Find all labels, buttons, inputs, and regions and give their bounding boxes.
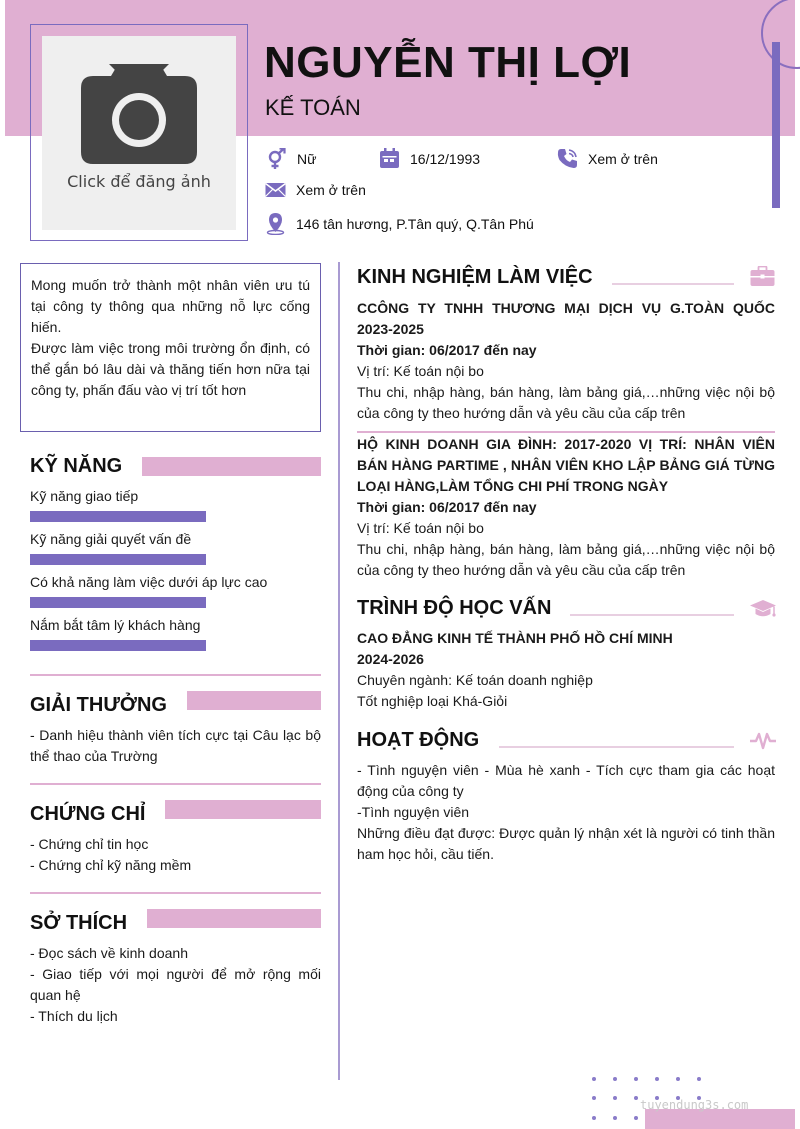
birthday-info bbox=[379, 148, 480, 169]
section-divider bbox=[30, 674, 321, 676]
school-name: CAO ĐẲNG KINH TẾ THÀNH PHỐ HỒ CHÍ MINH bbox=[357, 630, 673, 646]
job-position: Vị trí: Kế toán nội bo bbox=[357, 363, 484, 379]
activities-title: HOẠT ĐỘNG bbox=[357, 729, 480, 751]
job-divider bbox=[357, 431, 775, 433]
skill-level-bar bbox=[30, 554, 206, 565]
job-period: Thời gian: 06/2017 đến nay bbox=[357, 342, 537, 358]
skill-item: Kỹ năng giải quyết vấn đề bbox=[30, 531, 192, 547]
phone-icon bbox=[557, 148, 578, 169]
skill-level-bar bbox=[30, 597, 206, 608]
hobbies-title-bar bbox=[147, 909, 321, 928]
skill-item: Có khả năng làm việc dưới áp lực cao bbox=[30, 574, 268, 590]
camera-icon bbox=[81, 64, 197, 164]
activities-title-line bbox=[499, 746, 734, 748]
address-info bbox=[265, 213, 534, 235]
email-icon bbox=[265, 181, 286, 199]
skills-title: KỸ NĂNG bbox=[30, 455, 123, 477]
email-value: Xem ở trên bbox=[296, 182, 366, 198]
email-info bbox=[265, 181, 366, 199]
certificates-title: CHỨNG CHỈ bbox=[30, 803, 146, 825]
job-period: Thời gian: 06/2017 đến nay bbox=[357, 499, 537, 515]
experience-job bbox=[357, 434, 775, 581]
activity-line: - Tình nguyện viên - Mùa hè xanh - Tích cực tham gia các hoạt động của công ty bbox=[357, 762, 775, 799]
photo-caption: Click để đăng ảnh bbox=[67, 172, 211, 191]
education-block bbox=[357, 628, 775, 712]
activity-line: Những điều đạt được: Được quản lý nhận xét là người có tinh thần ham học hỏi, cầu tiến. bbox=[357, 825, 775, 862]
calendar-icon bbox=[379, 148, 400, 169]
footer-accent-bar bbox=[645, 1109, 795, 1129]
column-divider bbox=[338, 262, 340, 1080]
school-years: 2024-2026 bbox=[357, 651, 424, 667]
skill-level-bar bbox=[30, 640, 206, 651]
section-divider bbox=[30, 892, 321, 894]
awards-text: - Danh hiệu thành viên tích cực tại Câu lạc bộ thể thao của Trường bbox=[30, 727, 321, 764]
objective-line: Được làm việc trong môi trường ổn định, có thể gắn bó lâu dài và thăng tiến hơn nữa tại công ty, phấn đấu vào vị trí tốt hơn bbox=[31, 340, 310, 398]
phone-value: Xem ở trên bbox=[588, 150, 658, 167]
watermark: tuyendung3s.com bbox=[640, 1098, 749, 1112]
experience-title: KINH NGHIỆM LÀM VIỆC bbox=[357, 266, 593, 288]
skill-item: Kỹ năng giao tiếp bbox=[30, 488, 139, 504]
birthday-value: 16/12/1993 bbox=[410, 150, 481, 167]
address-value: 146 tân hương, P.Tân quý, Q.Tân Phú bbox=[296, 216, 534, 232]
education-grade: Tốt nghiệp loại Khá-Giỏi bbox=[357, 693, 508, 709]
location-icon bbox=[265, 213, 286, 235]
side-accent-bar bbox=[772, 42, 780, 208]
gender-info bbox=[265, 148, 316, 170]
experience-title-line bbox=[612, 283, 734, 285]
experience-job bbox=[357, 298, 775, 424]
job-company: CCÔNG TY TNHH THƯƠNG MẠI DỊCH VỤ G.TOÀN QUỐC 2023-2025 bbox=[357, 300, 775, 337]
job-description: Thu chi, nhập hàng, bán hàng, làm bảng giá,…những việc nội bộ của công ty theo hướng dẫn và yêu cầu của cấp trên bbox=[357, 541, 775, 578]
education-title-line bbox=[570, 614, 734, 616]
candidate-name: NGUYỄN THỊ LỢI bbox=[264, 38, 632, 87]
job-position: Vị trí: Kế toán nội bo bbox=[357, 520, 484, 536]
certificates-title-bar bbox=[165, 800, 321, 819]
section-divider bbox=[30, 783, 321, 785]
hobby-item: - Giao tiếp với mọi người để mở rộng mối quan hệ bbox=[30, 966, 321, 1003]
job-company: HỘ KINH DOANH GIA ĐÌNH: 2017-2020 VỊ TRÍ: NHÂN VIÊN BÁN HÀNG PARTIME , NHÂN VIÊN KHO LẬP BẢNG GIÁ TỪNG LOẠI HÀNG,LÀM TỔNG CHI PHÍ TRONG NGÀY bbox=[357, 436, 775, 494]
hobbies-list bbox=[30, 943, 321, 1027]
awards-title: GIẢI THƯỞNG bbox=[30, 694, 167, 716]
awards-title-bar bbox=[187, 691, 321, 710]
objective-line: Mong muốn trở thành một nhân viên ưu tú tại công ty thông qua những nỗ lực cống hiến. bbox=[31, 277, 310, 335]
skill-item: Nắm bắt tâm lý khách hàng bbox=[30, 617, 201, 633]
job-title: KẾ TOÁN bbox=[265, 95, 361, 120]
pulse-icon bbox=[750, 731, 776, 751]
hobby-item: - Đọc sách về kinh doanh bbox=[30, 945, 188, 961]
education-major: Chuyên ngành: Kế toán doanh nghiệp bbox=[357, 672, 593, 688]
graduation-cap-icon bbox=[750, 600, 776, 619]
certificates-list bbox=[30, 834, 321, 876]
hobbies-title: SỞ THÍCH bbox=[30, 912, 128, 934]
job-description: Thu chi, nhập hàng, bán hàng, làm bảng giá,…những việc nội bộ của công ty theo hướng dẫn và yêu cầu của cấp trên bbox=[357, 384, 775, 421]
photo-upload[interactable] bbox=[42, 36, 236, 230]
hobby-item: - Thích du lịch bbox=[30, 1008, 118, 1024]
certificate-item: - Chứng chỉ tin học bbox=[30, 836, 149, 852]
briefcase-icon bbox=[750, 266, 775, 287]
activities-block bbox=[357, 760, 775, 865]
education-title: TRÌNH ĐỘ HỌC VẤN bbox=[357, 597, 552, 619]
phone-info bbox=[557, 148, 658, 169]
gender-icon bbox=[265, 148, 287, 170]
activity-line: -Tình nguyện viên bbox=[357, 804, 470, 820]
certificate-item: - Chứng chỉ kỹ năng mềm bbox=[30, 857, 192, 873]
skill-level-bar bbox=[30, 511, 206, 522]
career-objective bbox=[20, 263, 321, 432]
skills-title-bar bbox=[142, 457, 321, 476]
gender-value: Nữ bbox=[297, 151, 317, 167]
